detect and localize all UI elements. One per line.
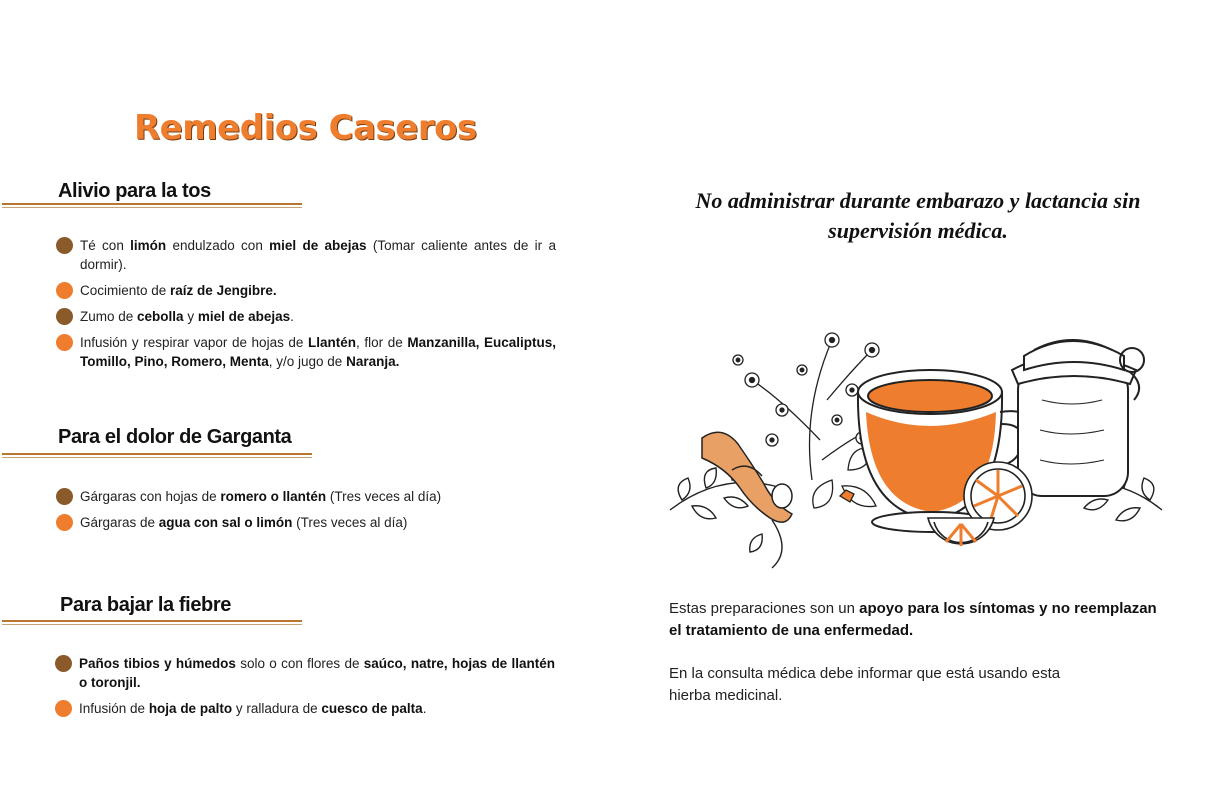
plain-text: Cocimiento de [80,283,171,298]
bold-text: miel de abejas [269,238,367,253]
section-divider [2,207,302,208]
list-item [55,699,555,718]
bold-text: Manzanilla, Eucaliptus, Tomillo, Pino, Romero, Menta [80,335,556,369]
plain-text: . [422,701,427,716]
list-item [56,513,556,532]
remedy-list-garganta [56,487,556,539]
bold-text: Paños tibios y húmedos [79,656,236,671]
plain-text: Infusión y respirar vapor de hojas de [80,335,309,350]
bold-text: Naranja. [346,354,400,369]
bullet-dot-icon [56,282,73,299]
section-heading-tos: Alivio para la tos [58,180,211,202]
plain-text: Estas preparaciones son un [669,600,860,617]
plain-text: . [290,309,294,324]
bullet-dot-icon [55,655,72,672]
plain-text: Té con [80,238,131,253]
plain-text: y ralladura de [232,701,322,716]
consultation-note: En la consulta médica debe informar que está usando esta hierba medicinal. [669,665,1061,704]
remedy-list-fiebre [55,654,555,725]
bold-text: hoja de palto [148,701,233,716]
bullet-dot-icon [56,514,73,531]
page-title: Remedios Caseros [134,108,477,148]
bullet-dot-icon [56,488,73,505]
section-divider [2,453,312,455]
bold-text: cebolla [137,309,184,324]
plain-text: Infusión de [79,701,149,716]
support-disclaimer [669,598,1169,642]
bold-text: Llantén [308,335,357,350]
bold-text: saúco, natre, hojas de llantén o toronjil. [79,656,555,690]
list-item [56,333,556,371]
bullet-dot-icon [56,237,73,254]
section-divider [2,457,312,458]
plain-text: y [183,309,198,324]
list-item [56,281,556,300]
bullet-dot-icon [56,308,73,325]
remedy-list-tos [56,236,556,378]
bold-text: apoyo para los síntomas y no reemplazan el tratamiento de una enfermedad. [669,600,1157,639]
bold-text: raíz de Jengibre. [170,283,277,298]
bullet-dot-icon [56,334,73,351]
plain-text: Gárgaras de [80,515,159,530]
plain-text: solo o con flores de [235,656,364,671]
bold-text: cuesco de palta [321,701,423,716]
honey-jar-icon [1012,340,1144,496]
herbal-tea-illustration [662,320,1170,572]
section-heading-garganta: Para el dolor de Garganta [58,426,292,448]
bullet-dot-icon [55,700,72,717]
plain-text: Zumo de [80,309,138,324]
list-item [56,236,556,274]
plain-text: , y/o jugo de [268,354,347,369]
plain-text: (Tomar caliente antes de ir a dormir). [80,238,556,272]
section-divider [2,620,302,622]
pregnancy-warning: No administrar durante embarazo y lactancia sin supervisión médica. [695,188,1141,243]
bold-text: limón [130,238,167,253]
section-heading-fiebre: Para bajar la fiebre [60,594,231,616]
plain-text: endulzado con [166,238,270,253]
section-divider [2,203,302,205]
plain-text: , flor de [356,335,408,350]
bold-text: miel de abejas [197,309,291,324]
plain-text: (Tres veces al día) [292,515,408,530]
bold-text: romero o llantén [220,489,327,504]
bold-text: agua con sal o limón [158,515,293,530]
section-divider [2,624,302,625]
plain-text: (Tres veces al día) [326,489,442,504]
list-item [56,487,556,506]
plain-text: Gárgaras con hojas de [80,489,221,504]
list-item [55,654,555,692]
list-item [56,307,556,326]
